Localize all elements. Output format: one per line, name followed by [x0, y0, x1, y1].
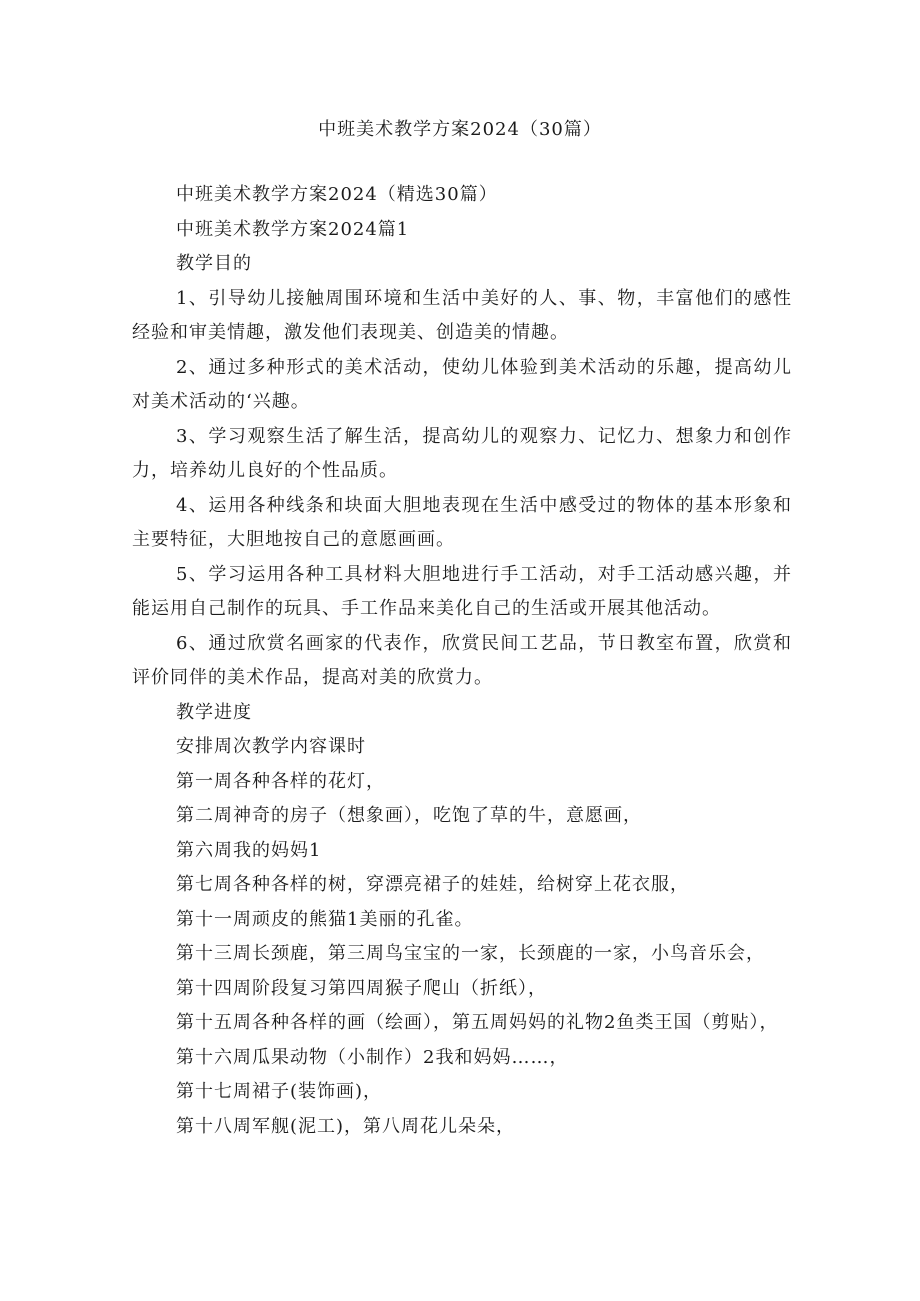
paragraph-schedule-item: 第十四周阶段复习第四周猴子爬山（折纸）， — [176, 977, 547, 999]
paragraph-schedule-item: 第六周我的妈妈1 — [176, 839, 322, 861]
paragraph-schedule-header: 安排周次教学内容课时 — [176, 736, 366, 757]
paragraph-heading-objectives: 教学目的 — [176, 253, 252, 274]
paragraph-objective-5: 5、学习运用各种工具材料大胆地进行手工活动，对手工活动感兴趣，并能运用自己制作的玩具、手工作品来美化自己的生活或开展其他活动。 — [132, 563, 792, 619]
paragraph-schedule-item: 第十七周裙子(装饰画)， — [176, 1081, 383, 1102]
paragraph-objective-2: 2、通过多种形式的美术活动，使幼儿体验到美术活动的乐趣，提高幼儿对美术活动的‘兴趣。 — [132, 356, 792, 412]
document-title: 中班美术教学方案2024（30篇） — [318, 119, 602, 140]
paragraph-schedule-item: 第十五周各种各样的画（绘画），第五周妈妈的礼物2鱼类王国（剪贴）， — [176, 1012, 779, 1033]
paragraph-objective-4: 4、运用各种线条和块面大胆地表现在生活中感受过的物体的基本形象和主要特征，大胆地按自己的意愿画画。 — [132, 494, 792, 550]
paragraph-schedule-item: 第十三周长颈鹿，第三周鸟宝宝的一家，长颈鹿的一家，小鸟音乐会， — [176, 943, 765, 964]
paragraph-heading-progress: 教学进度 — [176, 701, 252, 723]
paragraph-objective-3: 3、学习观察生活了解生活，提高幼儿的观察力、记忆力、想象力和创作力，培养幼儿良好的个性品质。 — [132, 425, 792, 481]
paragraph-schedule-item: 第十八周军舰(泥工)，第八周花儿朵朵， — [176, 1115, 516, 1137]
document-body — [132, 178, 792, 1144]
paragraph-schedule-item: 第二周神奇的房子（想象画），吃饱了草的牛，意愿画， — [176, 805, 642, 826]
paragraph-section-heading: 中班美术教学方案2024篇1 — [176, 218, 410, 240]
paragraph-schedule-item: 第一周各种各样的花灯， — [176, 770, 385, 792]
paragraph-objective-6: 6、通过欣赏名画家的代表作，欣赏民间工艺品，节日教室布置，欣赏和评价同伴的美术作品，提高对美的欣赏力。 — [132, 632, 792, 688]
paragraph-subtitle: 中班美术教学方案2024（精选30篇） — [176, 184, 498, 205]
paragraph-schedule-item: 第十六周瓜果动物（小制作）2我和妈妈……， — [176, 1046, 569, 1068]
paragraph-objective-1: 1、引导幼儿接触周围环境和生活中美好的人、事、物，丰富他们的感性经验和审美情趣，激发他们表现美、创造美的情趣。 — [132, 287, 792, 343]
paragraph-schedule-item: 第十一周顽皮的熊猫1美丽的孔雀。 — [176, 908, 474, 930]
paragraph-schedule-item: 第七周各种各样的树，穿漂亮裙子的娃娃，给树穿上花衣服， — [176, 874, 689, 895]
